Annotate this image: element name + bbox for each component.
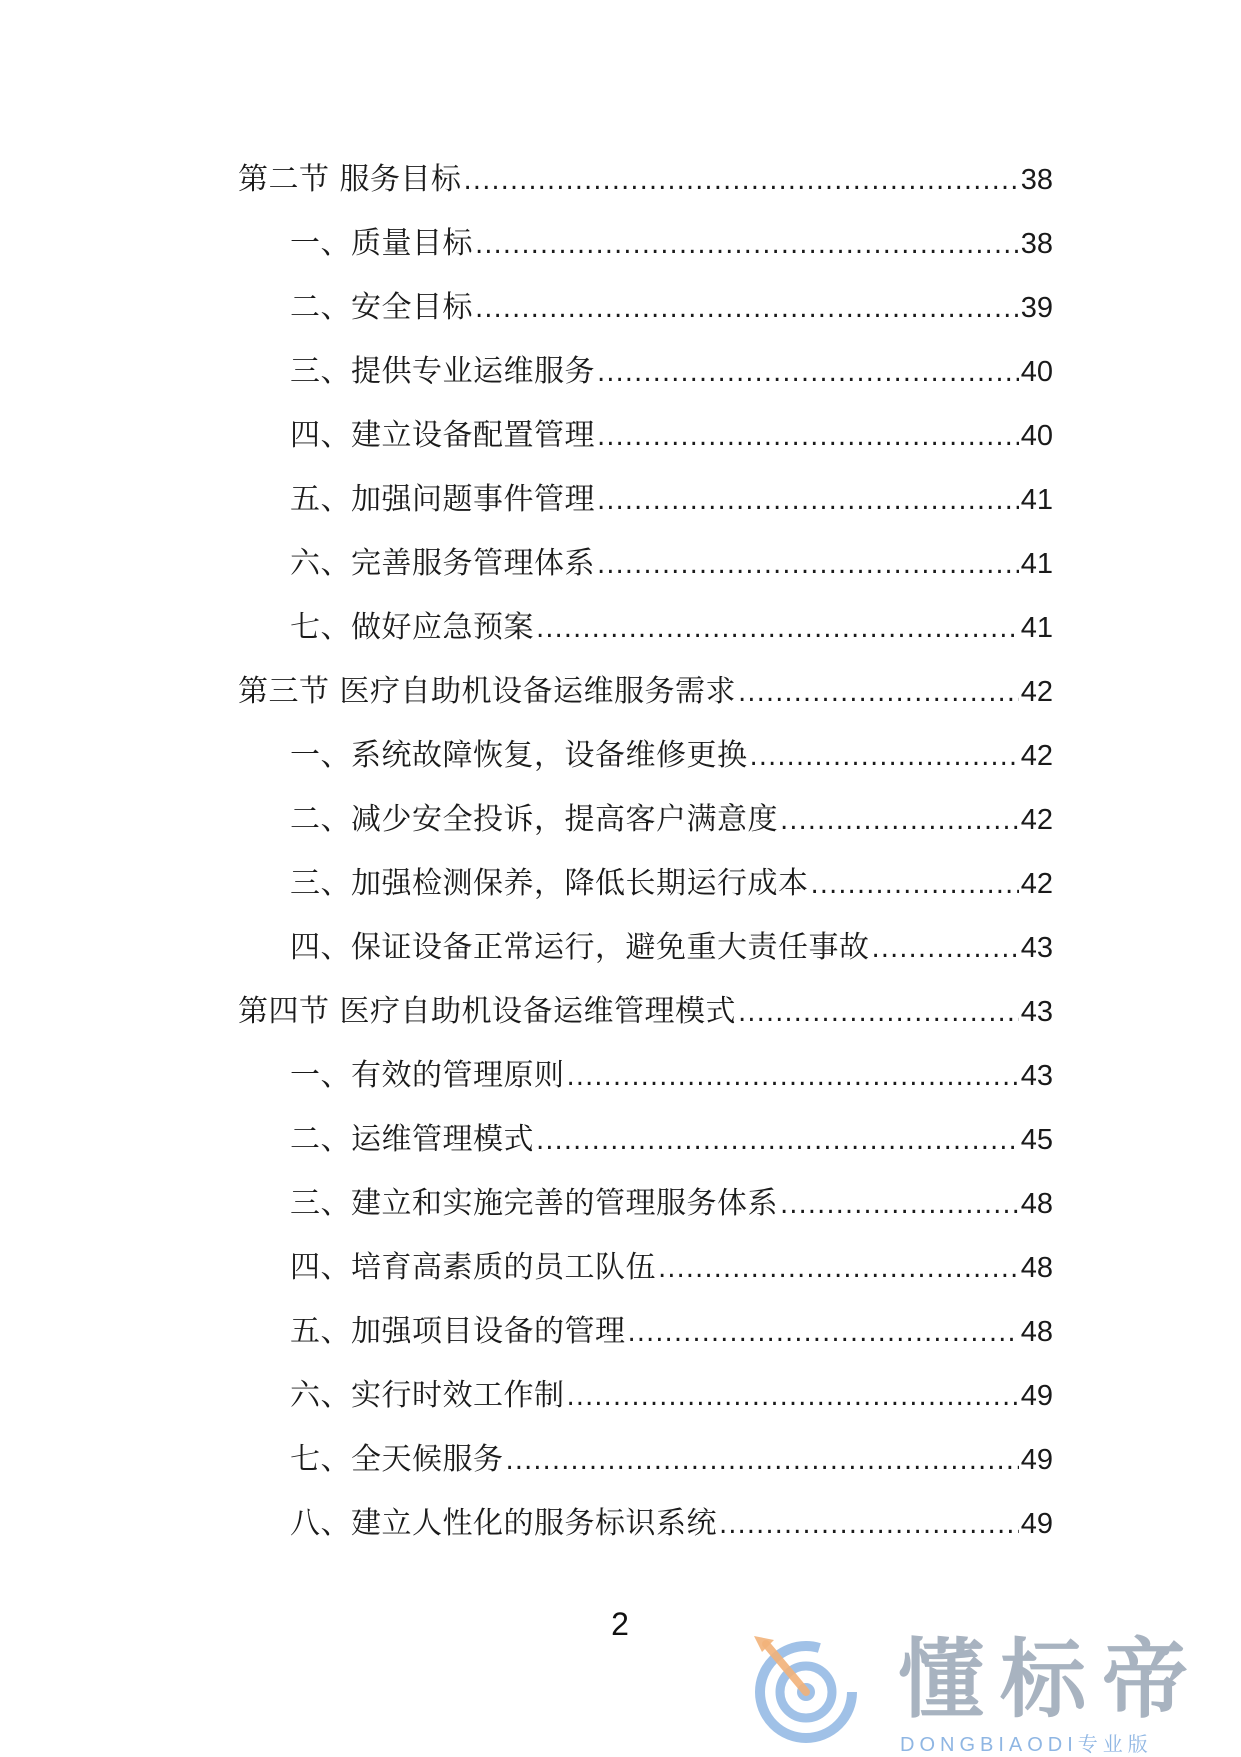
toc-entry-page: 41 <box>1020 612 1053 644</box>
toc-entry-title: 一、系统故障恢复，设备维修更换 <box>290 738 748 773</box>
toc-entry[interactable] <box>290 352 1053 392</box>
toc-entry-page: 45 <box>1020 1124 1053 1156</box>
toc-entry-title: 五、加强问题事件管理 <box>290 482 595 517</box>
toc-dot-leader <box>750 737 1019 777</box>
toc-entry[interactable] <box>290 1440 1053 1480</box>
toc-entry-title: 二、安全目标 <box>290 290 473 325</box>
toc-dot-leader <box>475 225 1019 265</box>
toc-entry-title: 一、质量目标 <box>290 226 473 261</box>
toc-entry[interactable] <box>290 480 1053 520</box>
toc-entry-title: 三、提供专业运维服务 <box>290 354 595 389</box>
toc-entry-page: 38 <box>1020 164 1053 196</box>
toc-entry-title: 四、培育高素质的员工队伍 <box>290 1250 656 1285</box>
toc-dot-leader <box>811 865 1019 905</box>
toc-entry-section[interactable] <box>238 672 1053 712</box>
toc-entry-title: 六、完善服务管理体系 <box>290 546 595 581</box>
toc-dot-leader <box>567 1377 1019 1417</box>
toc-entry[interactable] <box>290 224 1053 264</box>
toc-entry-page: 48 <box>1020 1252 1053 1284</box>
toc-entry-page: 43 <box>1020 996 1053 1028</box>
toc-entry[interactable] <box>290 1120 1053 1160</box>
toc-dot-leader <box>780 801 1019 841</box>
toc-entry[interactable] <box>290 1056 1053 1096</box>
toc-entry-title: 二、运维管理模式 <box>290 1122 534 1157</box>
toc-dot-leader <box>536 1121 1019 1161</box>
toc-entry-page: 49 <box>1020 1380 1053 1412</box>
toc-entry-page: 40 <box>1020 420 1053 452</box>
toc-entry[interactable] <box>290 1312 1053 1352</box>
toc-entry-title: 第三节 医疗自助机设备运维服务需求 <box>238 674 737 709</box>
toc-entry[interactable] <box>290 864 1053 904</box>
toc-entry-title: 一、有效的管理原则 <box>290 1058 565 1093</box>
toc-entry-page: 42 <box>1020 804 1053 836</box>
toc-dot-leader <box>464 161 1019 201</box>
toc-entry-title: 七、全天候服务 <box>290 1442 504 1477</box>
toc-entry-title: 第四节 医疗自助机设备运维管理模式 <box>238 994 737 1029</box>
toc-entry-page: 43 <box>1020 1060 1053 1092</box>
toc-dot-leader <box>628 1313 1019 1353</box>
watermark <box>748 1630 1218 1756</box>
toc-entry-page: 42 <box>1020 740 1053 772</box>
toc-dot-leader <box>536 609 1019 649</box>
toc-entry-page: 39 <box>1020 292 1053 324</box>
watermark-brand: 懂标帝 <box>898 1630 1204 1730</box>
toc-dot-leader <box>506 1441 1019 1481</box>
toc-entry[interactable] <box>290 288 1053 328</box>
toc-entry[interactable] <box>290 800 1053 840</box>
toc-dot-leader <box>738 993 1019 1033</box>
toc-entry-page: 43 <box>1020 932 1053 964</box>
toc-entry[interactable] <box>290 544 1053 584</box>
toc-dot-leader <box>872 929 1019 969</box>
toc-entry-title: 五、加强项目设备的管理 <box>290 1314 626 1349</box>
toc-entry[interactable] <box>290 608 1053 648</box>
toc-entry-title: 七、做好应急预案 <box>290 610 534 645</box>
toc-entry-title: 二、减少安全投诉，提高客户满意度 <box>290 802 778 837</box>
toc-entry-page: 42 <box>1020 676 1053 708</box>
toc-dot-leader <box>780 1185 1019 1225</box>
toc-entry-page: 49 <box>1020 1444 1053 1476</box>
toc-dot-leader <box>738 673 1019 713</box>
toc-entry[interactable] <box>290 1184 1053 1224</box>
toc-dot-leader <box>597 545 1019 585</box>
toc-entry-page: 38 <box>1020 228 1053 260</box>
toc-entry-title: 八、建立人性化的服务标识系统 <box>290 1506 717 1541</box>
toc-entry-page: 42 <box>1020 868 1053 900</box>
toc-entry-page: 49 <box>1020 1508 1053 1540</box>
toc-entry-section[interactable] <box>238 992 1053 1032</box>
toc-entry-page: 41 <box>1020 484 1053 516</box>
toc-entry-page: 48 <box>1020 1316 1053 1348</box>
toc-entry-title: 四、保证设备正常运行，避免重大责任事故 <box>290 930 870 965</box>
toc-dot-leader <box>719 1505 1019 1545</box>
toc-entry-section[interactable] <box>238 160 1053 200</box>
watermark-subtitle: DONGBIAODI专业版 <box>900 1734 1153 1756</box>
toc-entry-page: 48 <box>1020 1188 1053 1220</box>
toc-entry[interactable] <box>290 1248 1053 1288</box>
target-logo-icon <box>748 1630 888 1748</box>
page-number: 2 <box>611 1606 629 1642</box>
toc-dot-leader <box>597 417 1019 457</box>
toc-entry[interactable] <box>290 416 1053 456</box>
toc-entry-page: 41 <box>1020 548 1053 580</box>
toc-dot-leader <box>658 1249 1019 1289</box>
toc-entry[interactable] <box>290 1504 1053 1544</box>
toc-dot-leader <box>567 1057 1019 1097</box>
toc-entry-title: 第二节 服务目标 <box>238 162 462 197</box>
toc-entry-page: 40 <box>1020 356 1053 388</box>
toc-entry[interactable] <box>290 736 1053 776</box>
toc-entry-title: 三、建立和实施完善的管理服务体系 <box>290 1186 778 1221</box>
toc-entry-title: 四、建立设备配置管理 <box>290 418 595 453</box>
toc-dot-leader <box>597 481 1019 521</box>
toc-entry[interactable] <box>290 1376 1053 1416</box>
toc-dot-leader <box>597 353 1019 393</box>
toc-entry[interactable] <box>290 928 1053 968</box>
toc-entry-title: 三、加强检测保养，降低长期运行成本 <box>290 866 809 901</box>
toc-entry-title: 六、实行时效工作制 <box>290 1378 565 1413</box>
toc-dot-leader <box>475 289 1019 329</box>
